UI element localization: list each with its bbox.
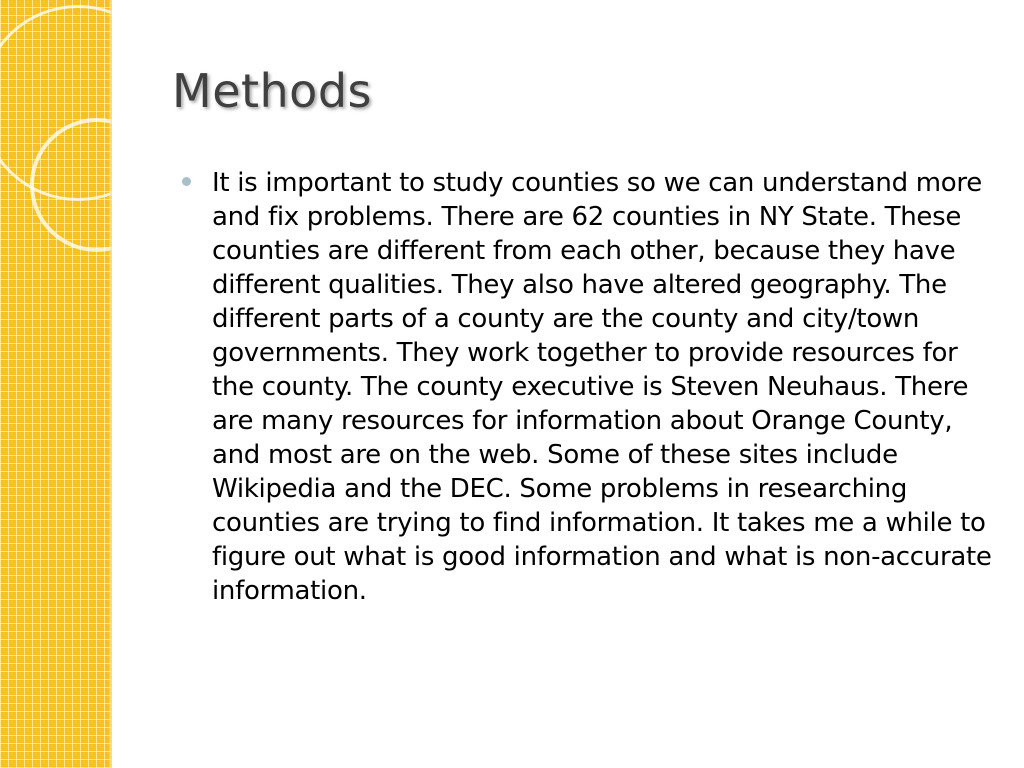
slide-title: Methods bbox=[172, 64, 372, 118]
bullet-item bbox=[182, 166, 992, 608]
bullet-text: It is important to study counties so we can understand more and fix problems. There are 62 counties in NY State. These counties are different from each other, because they have different qualities. They also have altered geography. The different parts of a county are the county and city/town governments. They work together to provide resources for the county. The county executive is Steven Neuhaus. There are many resources for information about Orange County, and most are on the web. Some of these sites include Wikipedia and the DEC. Some problems in researching counties are trying to find information. It takes me a while to figure out what is good information and what is non-accurate information. bbox=[212, 168, 992, 606]
decorative-side-band bbox=[0, 0, 112, 768]
slide-body bbox=[182, 166, 992, 608]
bullet-dot-icon bbox=[182, 177, 191, 186]
